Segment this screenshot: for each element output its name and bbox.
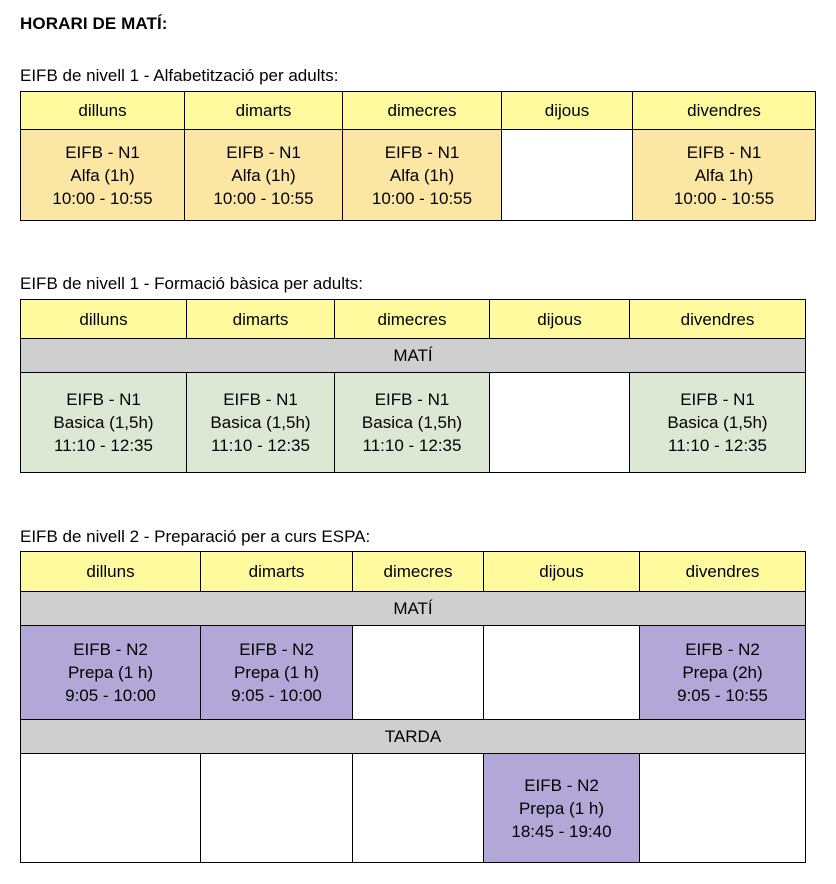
class-cell <box>335 373 490 473</box>
day-header: divendres <box>630 300 806 339</box>
class-time: 9:05 - 10:00 <box>65 686 156 705</box>
day-header: divendres <box>640 552 806 592</box>
class-cell <box>201 626 353 720</box>
session-band: MATÍ <box>21 592 806 626</box>
schedule-table-alfa <box>20 91 816 221</box>
class-time: 11:10 - 12:35 <box>211 436 310 455</box>
day-header-row <box>21 300 806 339</box>
class-type: Basica (1,5h) <box>210 413 311 432</box>
class-code: EIFB - N1 <box>223 390 298 409</box>
class-type: Prepa (1 h) <box>67 663 154 682</box>
class-type: Prepa (1 h) <box>518 798 605 818</box>
schedule-row <box>21 373 806 473</box>
class-code: EIFB - N2 <box>524 775 599 795</box>
class-time: 18:45 - 19:40 <box>511 821 612 841</box>
schedule-row <box>21 754 806 863</box>
class-type: Alfa (1h) <box>389 165 455 185</box>
empty-cell <box>353 754 484 863</box>
class-code: EIFB - N1 <box>374 390 450 409</box>
class-cell <box>640 626 806 720</box>
page-title: HORARI DE MATÍ: <box>20 14 168 33</box>
class-cell <box>21 626 201 720</box>
class-code: EIFB - N1 <box>384 142 460 162</box>
class-type: Alfa (1h) <box>231 165 296 185</box>
day-header-row <box>21 92 816 130</box>
day-header: dilluns <box>21 552 201 592</box>
class-type: Prepa (1 h) <box>233 663 320 682</box>
class-time: 11:10 - 12:35 <box>362 436 462 455</box>
class-time: 10:00 - 10:55 <box>673 188 775 208</box>
day-header: dimarts <box>201 552 353 592</box>
class-cell <box>343 130 502 221</box>
class-time: 10:00 - 10:55 <box>371 188 473 208</box>
day-header: dimarts <box>185 92 343 130</box>
band-row <box>21 339 806 373</box>
schedule-table-prepa <box>20 551 806 863</box>
empty-cell <box>484 626 640 720</box>
section-caption-alfa: EIFB de nivell 1 - Alfabetització per adults: <box>20 66 339 85</box>
class-cell <box>21 130 185 221</box>
day-header: dilluns <box>21 92 185 130</box>
class-time: 9:05 - 10:00 <box>231 686 322 705</box>
day-header: dijous <box>502 92 633 130</box>
section-caption-prepa: EIFB de nivell 2 - Preparació per a curs ESPA: <box>20 527 371 546</box>
schedule-table-basica <box>20 299 806 473</box>
day-header: dimarts <box>187 300 335 339</box>
empty-cell <box>640 754 806 863</box>
class-code: EIFB - N1 <box>686 142 762 162</box>
session-band: MATÍ <box>21 339 806 373</box>
band-row <box>21 592 806 626</box>
section-caption-basica: EIFB de nivell 1 - Formació bàsica per adults: <box>20 274 363 293</box>
class-time: 9:05 - 10:55 <box>677 686 768 705</box>
class-code: EIFB - N2 <box>685 640 760 659</box>
empty-cell <box>21 754 201 863</box>
session-band: TARDA <box>21 720 806 754</box>
class-time: 11:10 - 12:35 <box>54 436 153 455</box>
class-cell <box>185 130 343 221</box>
class-code: EIFB - N1 <box>680 390 755 409</box>
class-code: EIFB - N2 <box>73 640 148 659</box>
class-code: EIFB - N2 <box>239 640 314 659</box>
class-type: Alfa 1h) <box>694 165 754 185</box>
class-type: Prepa (2h) <box>682 663 763 682</box>
day-header-row <box>21 552 806 592</box>
class-cell <box>187 373 335 473</box>
class-cell <box>633 130 816 221</box>
class-time: 10:00 - 10:55 <box>213 188 314 208</box>
schedule-row <box>21 626 806 720</box>
day-header: dimecres <box>353 552 484 592</box>
band-row <box>21 720 806 754</box>
class-time: 11:10 - 12:35 <box>668 436 767 455</box>
class-type: Basica (1,5h) <box>53 413 154 432</box>
empty-cell <box>353 626 484 720</box>
day-header: dimecres <box>343 92 502 130</box>
day-header: dijous <box>490 300 630 339</box>
class-type: Basica (1,5h) <box>361 413 463 432</box>
day-header: dimecres <box>335 300 490 339</box>
schedule-row <box>21 130 816 221</box>
class-time: 10:00 - 10:55 <box>52 188 153 208</box>
day-header: divendres <box>633 92 816 130</box>
day-header: dilluns <box>21 300 187 339</box>
class-code: EIFB - N1 <box>66 390 141 409</box>
class-type: Basica (1,5h) <box>667 413 768 432</box>
empty-cell <box>201 754 353 863</box>
class-code: EIFB - N1 <box>65 142 140 162</box>
class-cell <box>484 754 640 863</box>
empty-cell <box>490 373 630 473</box>
class-cell <box>21 373 187 473</box>
day-header: dijous <box>484 552 640 592</box>
empty-cell <box>502 130 633 221</box>
class-code: EIFB - N1 <box>226 142 301 162</box>
class-cell <box>630 373 806 473</box>
class-type: Alfa (1h) <box>70 165 135 185</box>
